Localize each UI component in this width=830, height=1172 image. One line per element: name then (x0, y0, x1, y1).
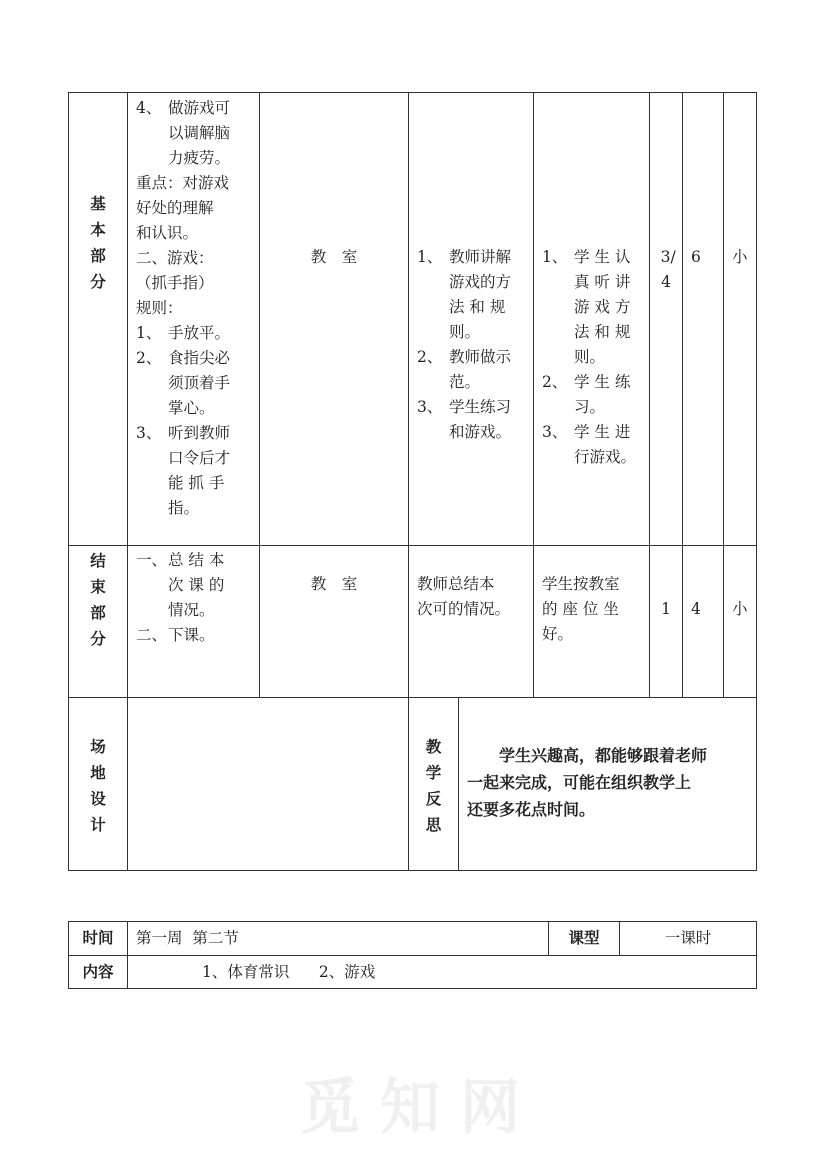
type-label: 课型 (548, 921, 620, 956)
list-text: 手放平。 (168, 324, 231, 342)
text-line (136, 321, 230, 346)
list-marker: 1、 (417, 248, 443, 266)
content-lines (136, 548, 224, 648)
watermark: 觅知网 (300, 1073, 540, 1143)
venue-label: 场地设计 (90, 738, 106, 834)
student-lines (542, 572, 620, 647)
list-text: 和游戏。 (449, 423, 512, 441)
text-line: 的 座 位 坐 (542, 600, 619, 618)
content-value: 1、体育常识 2、游戏 (127, 955, 757, 989)
list-text: 掌心。 (168, 399, 215, 417)
text-line (417, 370, 511, 395)
text-line (417, 320, 511, 345)
list-text: 能 抓 手 (168, 474, 225, 492)
list-text: 学 生 进 (574, 423, 631, 441)
reflection-text-cell (458, 697, 757, 871)
text-line: 次可的情况。 (417, 600, 511, 618)
time-cell (682, 545, 724, 698)
text-line: 好处的理解 (136, 199, 214, 217)
text-line (417, 295, 511, 320)
type-value: 一课时 (619, 921, 757, 956)
time-text: 4 (691, 600, 701, 618)
list-text: 须顶着手 (168, 374, 231, 392)
teacher-lines (417, 245, 511, 445)
student-lines (542, 245, 636, 470)
text-line (136, 146, 230, 171)
text-line (542, 245, 636, 270)
list-marker: 3、 (542, 423, 568, 441)
time-text: 6 (691, 248, 701, 266)
text-line: 规则： (136, 299, 183, 317)
list-text: 学生练习 (449, 398, 512, 416)
time-cell (682, 92, 724, 546)
list-text: 教师做示 (449, 348, 512, 366)
text-line (542, 420, 636, 445)
text-line: 和认识。 (136, 224, 199, 242)
list-marker: 1、 (542, 248, 568, 266)
text-line (417, 270, 511, 295)
reflection-line: 学生兴趣高，都能够跟着老师 (467, 746, 708, 765)
reflection-line: 还要多花点时间。 (467, 800, 596, 819)
intensity-text: 小 (732, 600, 748, 618)
text-line (542, 370, 636, 395)
list-marker: 一、 (136, 551, 168, 569)
text-line (542, 320, 636, 345)
text-line: 二、游戏： (136, 249, 214, 267)
intensity-cell (723, 92, 757, 546)
list-text: 则。 (449, 323, 481, 341)
time-value: 第一周 第二节 (127, 921, 549, 956)
text-line (417, 245, 511, 270)
text-line (136, 96, 230, 121)
list-text: 教师讲解 (449, 248, 512, 266)
text-line (136, 598, 224, 623)
list-text: 法 和 规 (574, 323, 631, 341)
text-line (136, 471, 230, 496)
text-line: 教师总结本 (417, 575, 495, 593)
text-line (136, 573, 224, 598)
section-text: 结束部分 (90, 552, 106, 648)
list-marker: 2、 (542, 373, 568, 391)
list-marker: 2、 (136, 349, 162, 367)
list-text: 以调解脑 (168, 124, 231, 142)
student-activity-cell (533, 545, 650, 698)
text-line: （抓手指） (136, 274, 214, 292)
list-marker: 3、 (136, 424, 162, 442)
location-text: 教 室 (310, 248, 358, 266)
student-activity-cell (533, 92, 650, 546)
reflection-label: 教学反思 (425, 738, 442, 834)
text-line (542, 345, 636, 370)
content-label: 内容 (68, 955, 128, 989)
content-cell (127, 92, 260, 546)
text-line (136, 371, 230, 396)
text-line (136, 496, 230, 521)
list-text: 听到教师 (168, 424, 231, 442)
text-line (417, 395, 511, 420)
content-cell (127, 545, 260, 698)
list-text: 做游戏可 (168, 99, 231, 117)
list-text: 下课。 (168, 626, 215, 644)
text-line (136, 548, 224, 573)
text-line (542, 270, 636, 295)
text-line: 好。 (542, 625, 574, 643)
list-text: 则。 (574, 348, 606, 366)
text-line (542, 445, 636, 470)
count-cell (649, 92, 683, 546)
teacher-lines (417, 572, 510, 622)
location-text: 教 室 (310, 575, 358, 593)
text-line (136, 446, 230, 471)
content-lines (136, 96, 230, 521)
text-line (542, 295, 636, 320)
list-text: 行游戏。 (574, 448, 637, 466)
list-text: 食指尖必 (168, 349, 231, 367)
text-line (542, 395, 636, 420)
list-marker: 3、 (417, 398, 443, 416)
text-line (136, 396, 230, 421)
list-text: 次 课 的 (168, 576, 225, 594)
count-text: 3/4 (660, 248, 676, 291)
count-cell (649, 545, 683, 698)
text-line (136, 121, 230, 146)
list-text: 学 生 练 (574, 373, 631, 391)
location-cell (259, 545, 409, 698)
list-text: 总 结 本 (168, 551, 225, 569)
list-text: 范。 (449, 373, 481, 391)
list-text: 指。 (168, 499, 200, 517)
intensity-text: 小 (732, 248, 748, 266)
venue-design-cell (127, 697, 409, 871)
text-line: 重点：对游戏 (136, 174, 230, 192)
list-text: 口令后才 (168, 449, 231, 467)
text-line (417, 345, 511, 370)
list-text: 力疲劳。 (168, 149, 231, 167)
text-line (417, 420, 511, 445)
teacher-activity-cell (408, 545, 534, 698)
section-label-end (68, 545, 128, 698)
teacher-activity-cell (408, 92, 534, 546)
venue-label-cell (68, 697, 128, 871)
list-text: 游 戏 方 (574, 298, 631, 316)
section-label-basic (68, 92, 128, 546)
reflection-label-cell (408, 697, 459, 871)
time-label: 时间 (68, 921, 128, 956)
list-text: 法 和 规 (449, 298, 506, 316)
text-line: 学生按教室 (542, 575, 620, 593)
text-line (136, 623, 224, 648)
text-line (136, 346, 230, 371)
list-marker: 1、 (136, 324, 162, 342)
list-text: 真 听 讲 (574, 273, 631, 291)
list-text: 游戏的方 (449, 273, 512, 291)
list-text: 情况。 (168, 601, 215, 619)
intensity-cell (723, 545, 757, 698)
count-text: 1 (661, 600, 671, 618)
section-text: 基本部分 (90, 195, 106, 291)
list-marker: 2、 (417, 348, 443, 366)
list-text: 学 生 认 (574, 248, 631, 266)
reflection-line: 一起来完成，可能在组织教学上 (467, 773, 692, 792)
text-line (136, 421, 230, 446)
location-cell (259, 92, 409, 546)
list-text: 习。 (574, 398, 606, 416)
list-marker: 4、 (136, 99, 162, 117)
list-marker: 二、 (136, 626, 168, 644)
